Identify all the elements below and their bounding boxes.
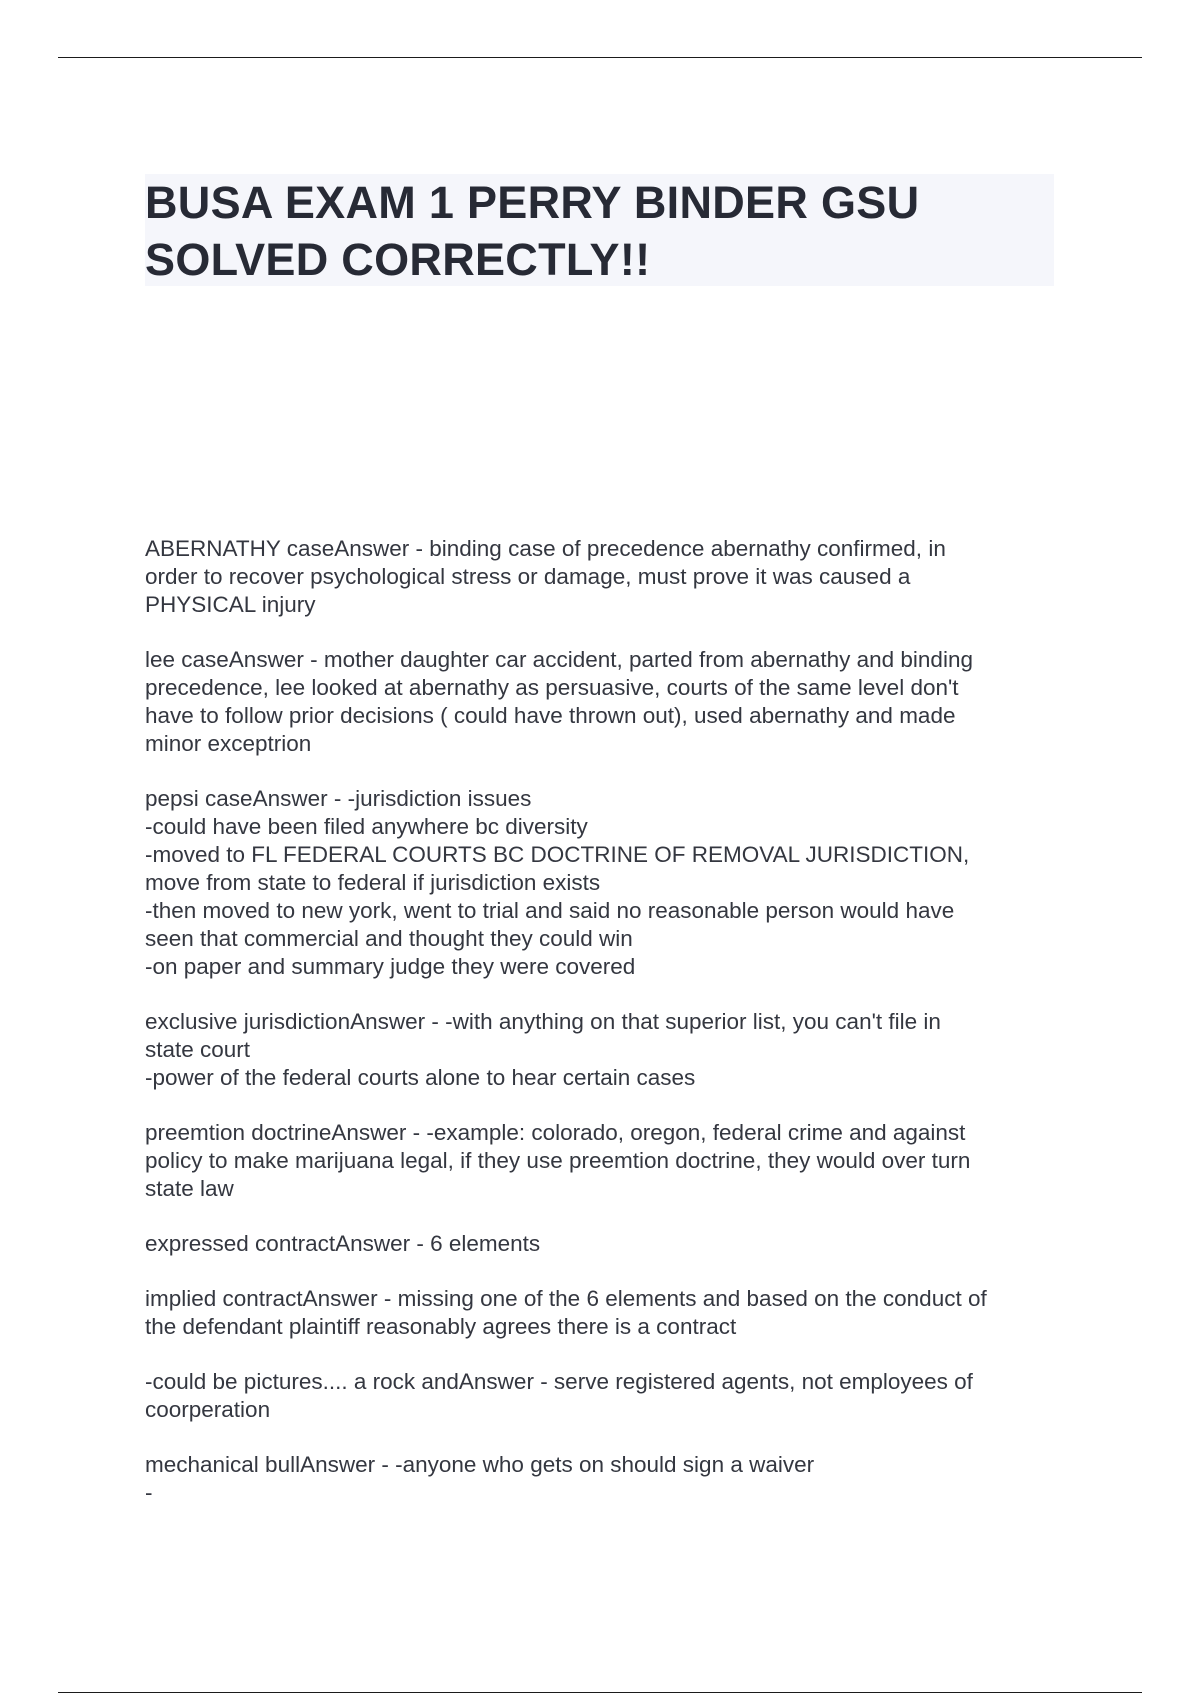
entry-line: -on paper and summary judge they were covered	[145, 954, 636, 979]
entry-line: lee caseAnswer - mother daughter car accident, parted from abernathy and binding	[145, 647, 973, 672]
entry-line: have to follow prior decisions ( could have thrown out), used abernathy and made	[145, 703, 956, 728]
flashcard-entry	[145, 1119, 1075, 1203]
document-title	[145, 174, 1054, 288]
flashcard-list	[145, 535, 1075, 1534]
entry-line: expressed contractAnswer - 6 elements	[145, 1231, 541, 1256]
entry-line: seen that commercial and thought they could win	[145, 926, 633, 951]
entry-line: ABERNATHY caseAnswer - binding case of precedence abernathy confirmed, in	[145, 536, 946, 561]
entry-line: -power of the federal courts alone to hear certain cases	[145, 1065, 696, 1090]
entry-line: -	[145, 1480, 153, 1505]
entry-line: mechanical bullAnswer - -anyone who gets on should sign a waiver	[145, 1452, 815, 1477]
entry-line: precedence, lee looked at abernathy as persuasive, courts of the same level don't	[145, 675, 959, 700]
title-block	[145, 174, 1054, 286]
title-line: BUSA EXAM 1 PERRY BINDER GSU	[145, 177, 920, 228]
entry-line: pepsi caseAnswer - -jurisdiction issues	[145, 786, 532, 811]
flashcard-entry	[145, 535, 1075, 619]
entry-line: -could be pictures.... a rock andAnswer - serve registered agents, not employees of	[145, 1369, 973, 1394]
flashcard-entry	[145, 646, 1075, 758]
entry-line: move from state to federal if jurisdiction exists	[145, 870, 601, 895]
title-line: SOLVED CORRECTLY!!	[145, 234, 651, 285]
flashcard-entry	[145, 1451, 1075, 1507]
entry-line: state law	[145, 1176, 234, 1201]
flashcard-entry	[145, 1285, 1075, 1341]
entry-line: coorperation	[145, 1397, 271, 1422]
entry-line: the defendant plaintiff reasonably agrees there is a contract	[145, 1314, 737, 1339]
entry-line: order to recover psychological stress or damage, must prove it was caused a	[145, 564, 911, 589]
entry-line: PHYSICAL injury	[145, 592, 316, 617]
entry-line: exclusive jurisdictionAnswer - -with anything on that superior list, you can't file in	[145, 1009, 941, 1034]
entry-line: implied contractAnswer - missing one of the 6 elements and based on the conduct of	[145, 1286, 987, 1311]
flashcard-entry	[145, 785, 1075, 981]
entry-line: state court	[145, 1037, 251, 1062]
entry-line: -could have been filed anywhere bc diversity	[145, 814, 588, 839]
page-bottom-rule	[58, 1692, 1142, 1693]
flashcard-entry	[145, 1008, 1075, 1092]
entry-line: -then moved to new york, went to trial and said no reasonable person would have	[145, 898, 955, 923]
entry-line: policy to make marijuana legal, if they use preemtion doctrine, they would over turn	[145, 1148, 971, 1173]
entry-line: minor exceptrion	[145, 731, 312, 756]
entry-line: preemtion doctrineAnswer - -example: colorado, oregon, federal crime and against	[145, 1120, 966, 1145]
page-top-rule	[58, 57, 1142, 58]
entry-line: -moved to FL FEDERAL COURTS BC DOCTRINE OF REMOVAL JURISDICTION,	[145, 842, 970, 867]
flashcard-entry	[145, 1368, 1075, 1424]
flashcard-entry	[145, 1230, 1075, 1258]
